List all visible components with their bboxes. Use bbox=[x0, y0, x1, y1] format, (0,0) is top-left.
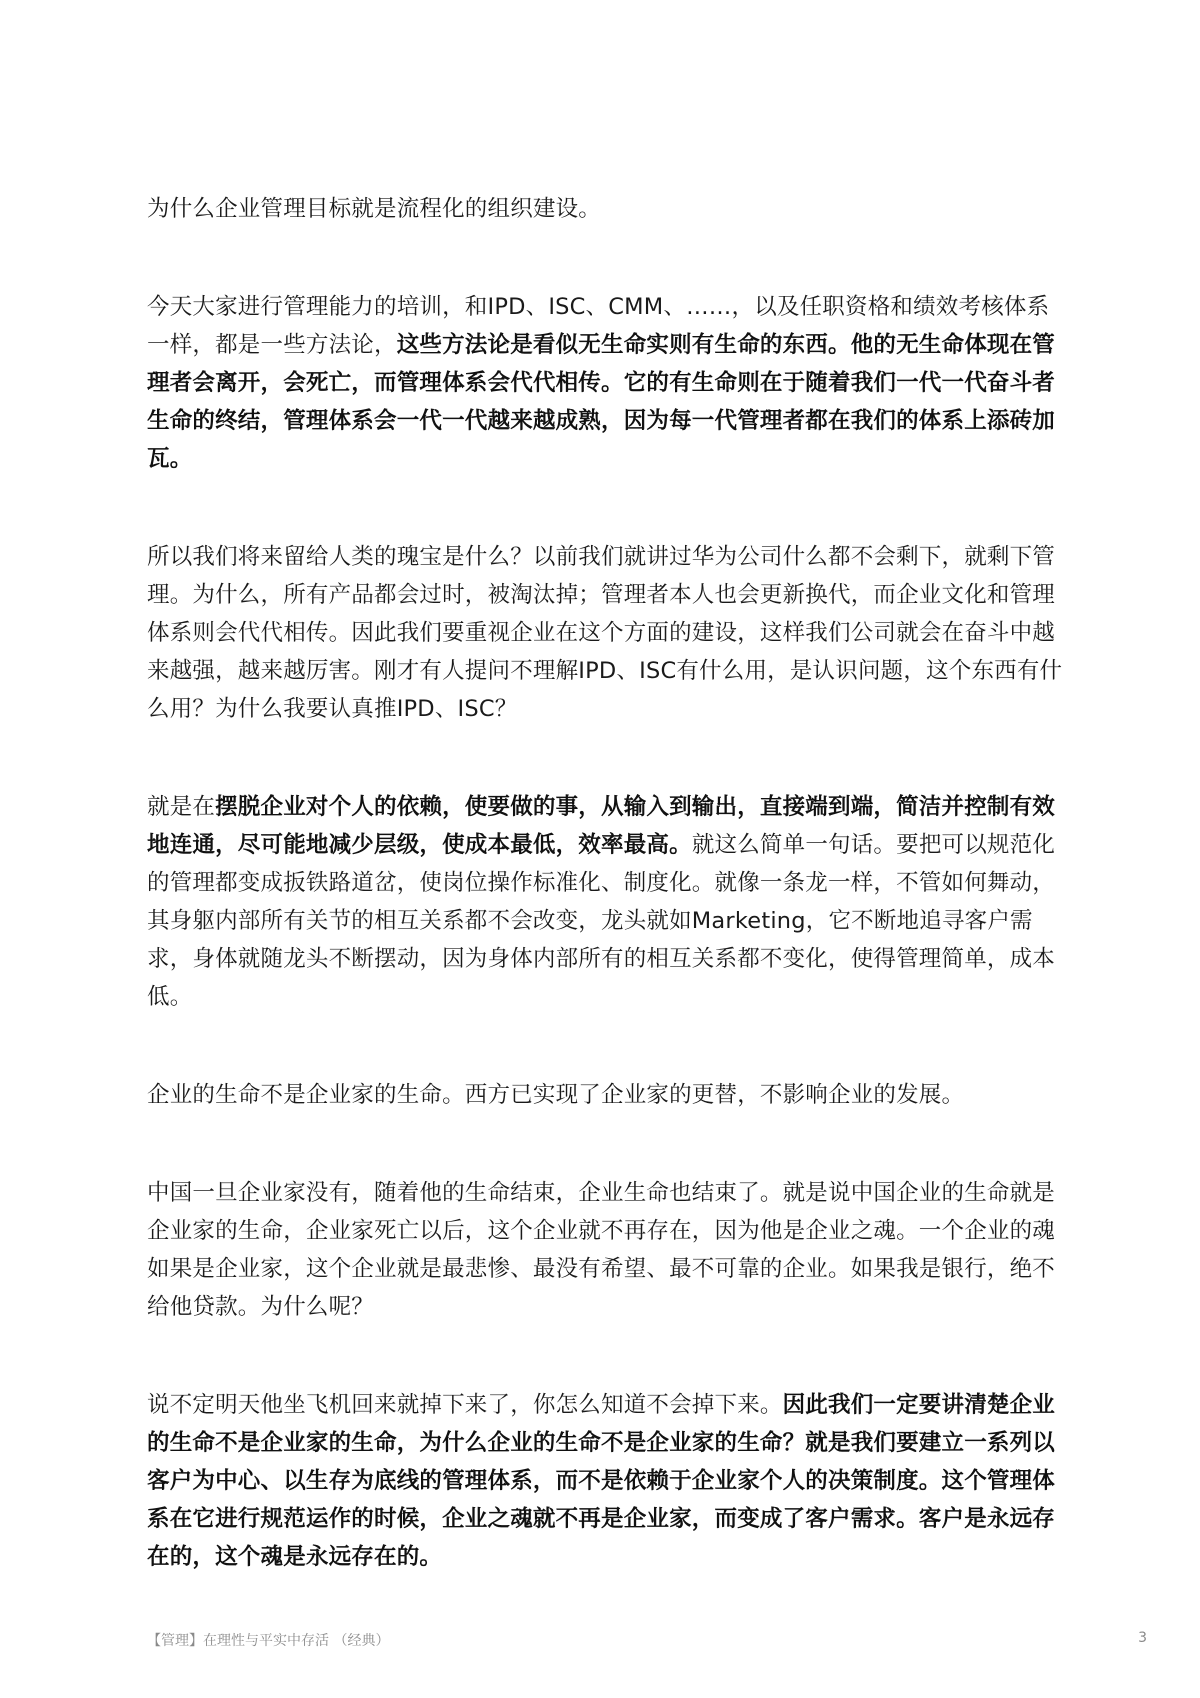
paragraph-7 bbox=[147, 1386, 1067, 1576]
paragraph-6-text: 中国一旦企业家没有，随着他的生命结束，企业生命也结束了。就是说中国企业的生命就是企业家的生命，企业家死亡以后，这个企业就不再存在，因为他是企业之魂。一个企业的魂如果是企业家，这个企业就是最悲惨、最没有希望、最不可靠的企业。如果我是银行，绝不给他贷款。为什么呢？ bbox=[147, 1180, 1056, 1320]
paragraph-4-bold-text: 摆脱企业对个人的依赖，使要做的事，从输入到输出，直接端到端，简洁并控制有效地连通，尽可能地减少层级，使成本最低，效率最高。 bbox=[147, 794, 1056, 858]
paragraph-2-bold-text: 这些方法论是看似无生命实则有生命的东西。他的无生命体现在管理者会离开，会死亡，而管理体系会代代相传。它的有生命则在于随着我们一代一代奋斗者生命的终结，管理体系会一代一代越来越成熟，因为每一代管理者都在我们的体系上添砖加瓦。 bbox=[147, 332, 1056, 472]
paragraph-2 bbox=[147, 288, 1067, 478]
paragraph-2-text: 今天大家进行管理能力的培训，和IPD、ISC、CMM、……，以及任职资格和绩效考核体系一样，都是一些方法论， bbox=[147, 294, 1050, 358]
paragraph-3 bbox=[147, 538, 1067, 728]
paragraph-5 bbox=[147, 1076, 1067, 1114]
paragraph-1 bbox=[147, 190, 1067, 228]
paragraph-5-text: 企业的生命不是企业家的生命。西方已实现了企业家的更替，不影响企业的发展。 bbox=[147, 1082, 965, 1108]
document-body bbox=[147, 190, 1067, 1636]
paragraph-4-text-lead: 就是在 bbox=[147, 794, 216, 820]
paragraph-3-text: 所以我们将来留给人类的瑰宝是什么？以前我们就讲过华为公司什么都不会剩下，就剩下管理。为什么，所有产品都会过时，被淘汰掉；管理者本人也会更新换代，而企业文化和管理体系则会代代相传。因此我们要重视企业在这个方面的建设，这样我们公司就会在奋斗中越来越强，越来越厉害。刚才有人提问不理解IPD、ISC有什么用，是认识问题，这个东西有什么用？为什么我要认真推IPD、ISC？ bbox=[147, 544, 1063, 722]
page-footer bbox=[147, 1630, 1147, 1650]
paragraph-1-text: 为什么企业管理目标就是流程化的组织建设。 bbox=[147, 196, 602, 222]
paragraph-6 bbox=[147, 1174, 1067, 1326]
paragraph-7-bold-text: 因此我们一定要讲清楚企业的生命不是企业家的生命，为什么企业的生命不是企业家的生命？就是我们要建立一系列以客户为中心、以生存为底线的管理体系，而不是依赖于企业家个人的决策制度。这个管理体系在它进行规范运作的时候，企业之魂就不再是企业家，而变成了客户需求。客户是永远存在的，这个魂是永远存在的。 bbox=[147, 1392, 1056, 1570]
page-number: 3 bbox=[1138, 1630, 1147, 1646]
paragraph-4 bbox=[147, 788, 1067, 1016]
paragraph-4-text-tail: 就这么简单一句话。要把可以规范化的管理都变成扳铁路道岔，使岗位操作标准化、制度化。就像一条龙一样，不管如何舞动，其身躯内部所有关节的相互关系都不会改变，龙头就如Marketing，它不断地追寻客户需求，身体就随龙头不断摆动，因为身体内部所有的相互关系都不变化，使得管理简单，成本低。 bbox=[147, 832, 1056, 1010]
footer-document-title: 【管理】在理性与平实中存活 （经典） bbox=[147, 1633, 390, 1649]
paragraph-7-text-lead: 说不定明天他坐飞机回来就掉下来了，你怎么知道不会掉下来。 bbox=[147, 1392, 783, 1418]
